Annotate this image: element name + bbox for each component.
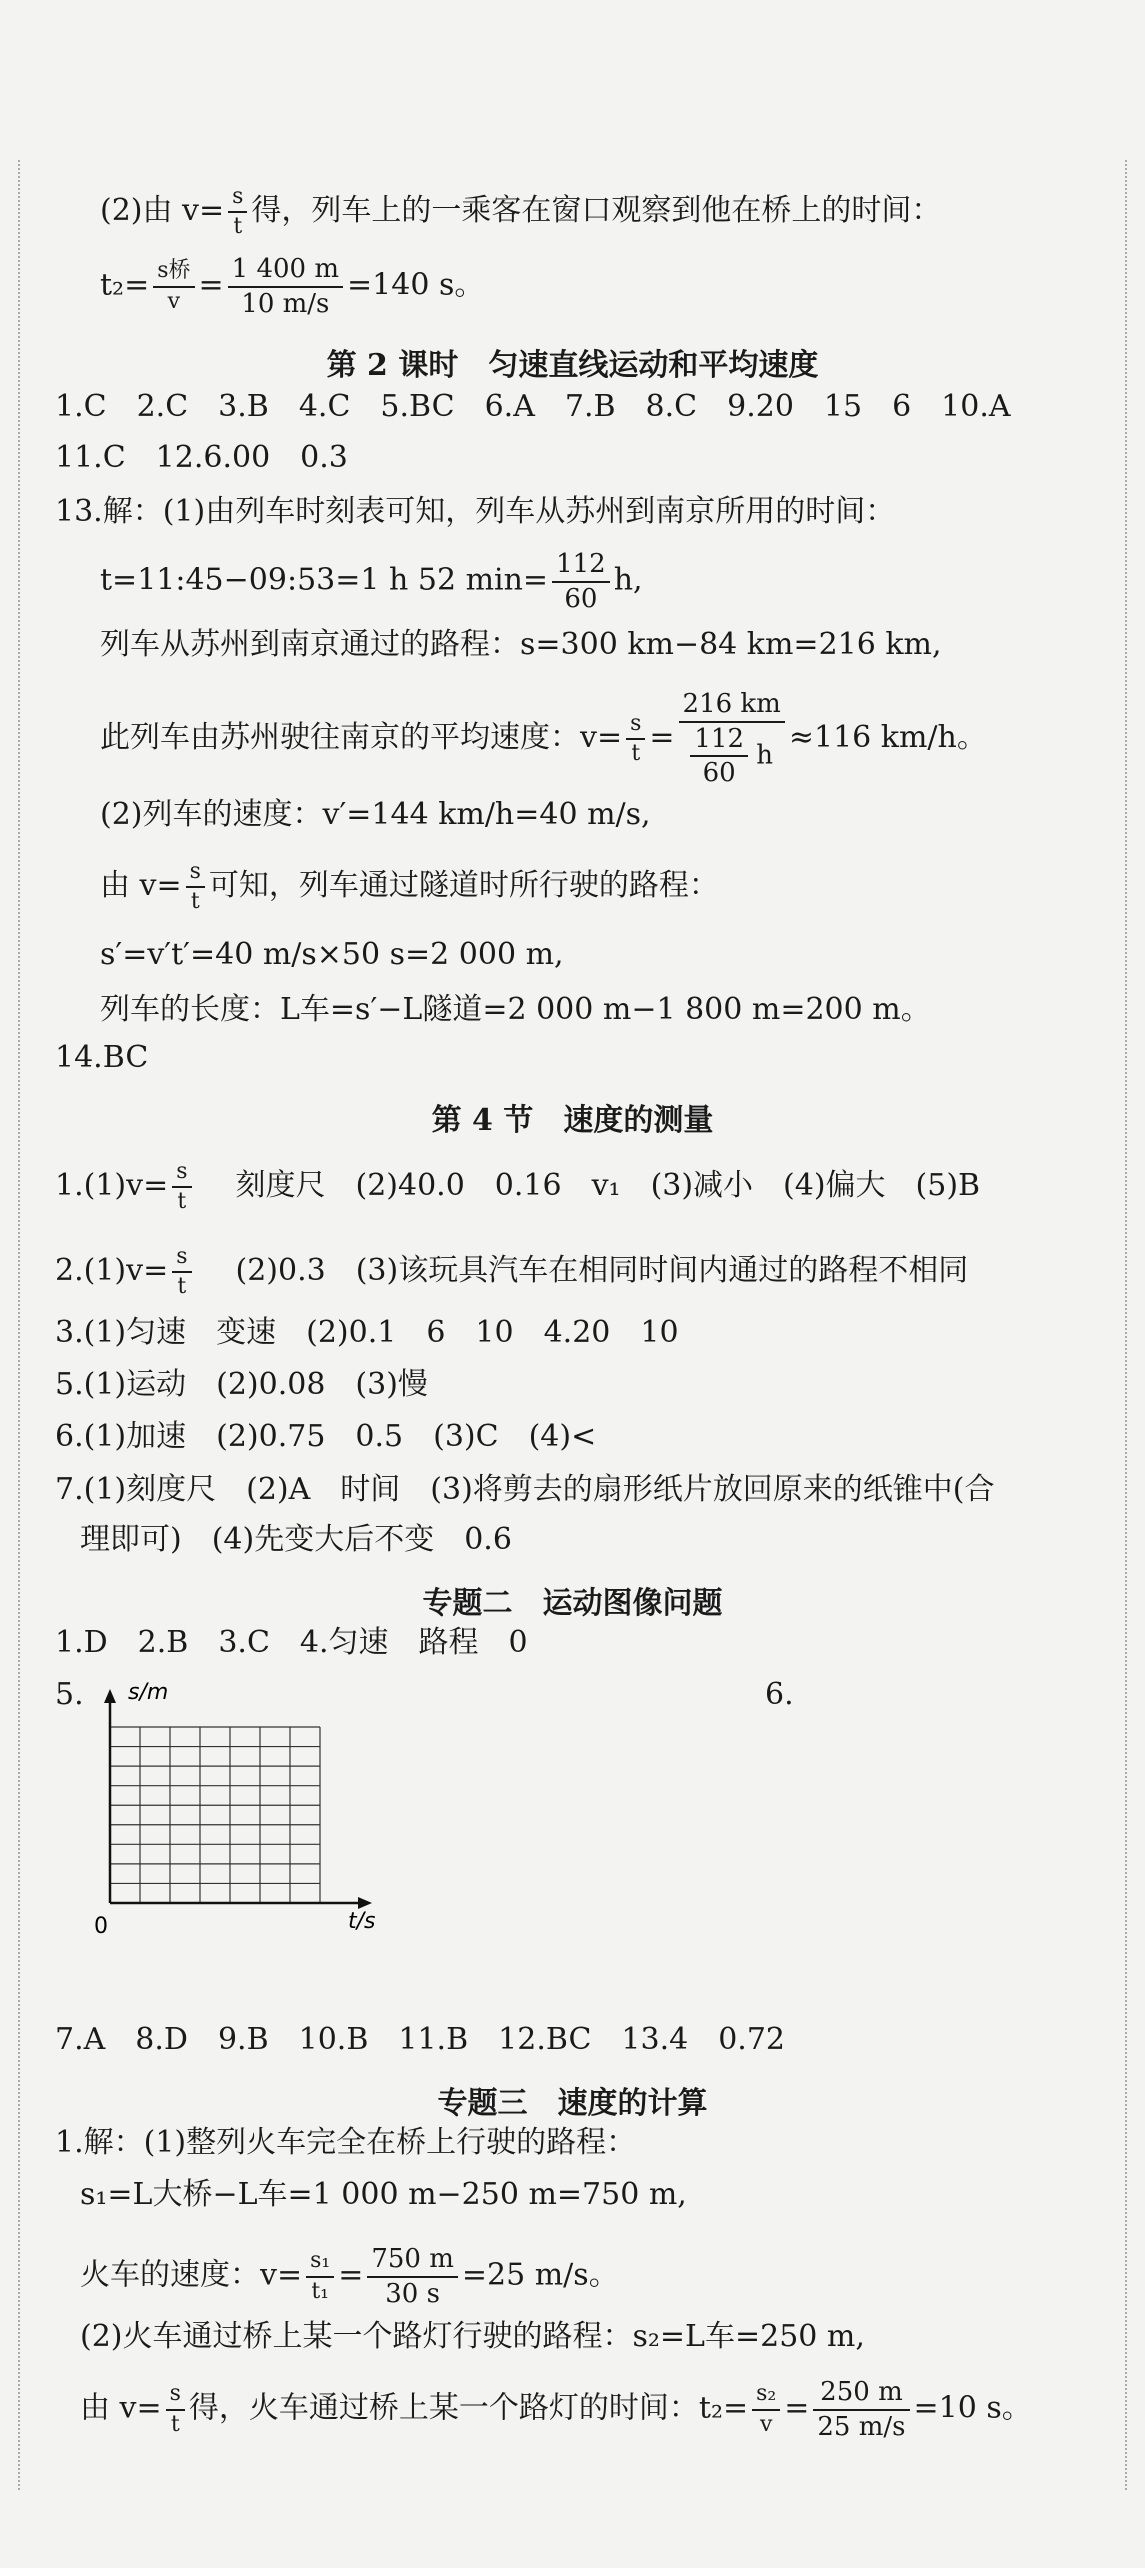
s2-a6: 6.(1)加速 (2)0.75 0.5 (3)C (4)< — [55, 1419, 597, 1454]
x-arrow — [358, 1897, 372, 1909]
q13-formula: 由 v= $\frac{s}{t}$ 可知，列车通过隧道时所行驶的路程： — [100, 859, 719, 915]
s3-a1: 1.D 2.B 3.C 4.匀速 路程 0 — [55, 1625, 528, 1660]
y-arrow — [104, 1689, 116, 1703]
q13-speed: (2)列车的速度：v′=144 km/h=40 m/s, — [100, 797, 651, 832]
s4-s1: s₁=L大桥−L车=1 000 m−250 m=750 m, — [80, 2177, 687, 2212]
x-axis-label: t/s — [348, 1909, 376, 1934]
q5-label: 5. — [55, 1677, 84, 1712]
q13-average: 此列车由苏州驶往南京的平均速度：v= $\frac{s}{t}$ = 216 km $\frac{112}{60}$ h ≈116 km/h。 — [100, 689, 987, 789]
s2-a7: 7.(1)刻度尺 (2)A 时间 (3)将剪去的扇形纸片放回原来的纸锥中(合 — [55, 1472, 995, 1507]
s4-q3: 由 v= $\frac{s}{t}$ 得，火车通过桥上某一个路灯的时间：t₂= $\frac{\text{s₂}}{v}$ = $\frac{250 m}{25 m/s}$ =10 s。 — [80, 2377, 1032, 2442]
q14: 14.BC — [55, 1040, 149, 1075]
answers-line-1: 1.C 2.C 3.B 4.C 5.BC 6.A 7.B 8.C 9.20 15 6 10.A — [55, 389, 1011, 424]
q13-intro: 13.解：(1)由列车时刻表可知，列车从苏州到南京所用的时间： — [55, 494, 896, 529]
p1-line2: t₂= s桥 v = $\frac{1 400 m}{10 m/s}$ =140 s。 — [100, 254, 485, 319]
section-title-3: 专题二 运动图像问题 — [422, 1586, 723, 1621]
s4-q1: 1.解：(1)整列火车完全在桥上行驶的路程： — [55, 2125, 637, 2160]
answers-line-2: 11.C 12.6.00 0.3 — [55, 440, 348, 475]
s2-a2: 2.(1)v= $\frac{s}{t}$ (2)0.3 (3)该玩具汽车在相同时间内通过的路程不相同 — [55, 1244, 969, 1300]
section-title-2: 第 4 节 速度的测量 — [431, 1103, 714, 1138]
p1-line1: (2)由 v= $\frac{s}{t}$ 得，列车上的一乘客在窗口观察到他在桥上的时间： — [100, 184, 942, 240]
q13-length: 列车的长度：L车=s′−L隧道=2 000 m−1 800 m=200 m。 — [100, 992, 931, 1027]
section-title-1: 第 2 课时 匀速直线运动和平均速度 — [326, 348, 819, 383]
q6-label: 6. — [765, 1677, 794, 1712]
q13-time: t=11:45−09:53=1 h 52 min= $\frac{112}{60}$ h, — [100, 549, 643, 614]
s3-after: 7.A 8.D 9.B 10.B 11.B 12.BC 13.4 0.72 — [55, 2022, 786, 2057]
origin-label: 0 — [94, 1914, 108, 1939]
s4-v1: 火车的速度：v= $\frac{\text{s₁}}{\text{t₁}}$ = $\frac{750 m}{30 s}$ =25 m/s。 — [80, 2244, 619, 2309]
y-axis-label: s/m — [128, 1680, 169, 1705]
s2-a1: 1.(1)v= $\frac{s}{t}$ 刻度尺 (2)40.0 0.16 v₁ (3)减小 (4)偏大 (5)B — [55, 1159, 981, 1215]
q13-path: s′=v′t′=40 m/s×50 s=2 000 m, — [100, 937, 564, 972]
s4-q2: (2)火车通过桥上某一个路灯行驶的路程：s₂=L车=250 m, — [80, 2319, 865, 2354]
q13-distance: 列车从苏州到南京通过的路程：s=300 km−84 km=216 km, — [100, 627, 942, 662]
section-title-4: 专题三 速度的计算 — [437, 2086, 708, 2121]
s2-a3: 3.(1)匀速 变速 (2)0.1 6 10 4.20 10 — [55, 1315, 679, 1350]
s2-a5: 5.(1)运动 (2)0.08 (3)慢 — [55, 1367, 428, 1402]
s2-a7b: 理即可) (4)先变大后不变 0.6 — [80, 1522, 512, 1557]
chart-a — [94, 1680, 376, 1939]
